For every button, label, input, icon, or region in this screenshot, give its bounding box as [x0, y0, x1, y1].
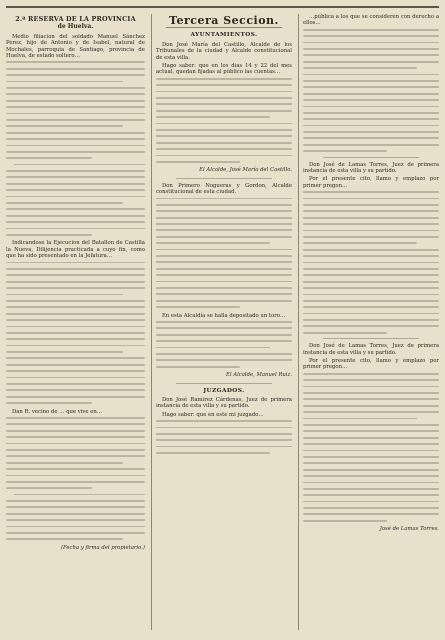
column-3-paragraph-3: Por el presente cito, llamo y emplazo por primer pregon…	[302, 176, 439, 189]
column-2	[151, 14, 294, 630]
column-3-text-block-3	[303, 373, 439, 522]
column-2-text-block-2	[156, 198, 292, 308]
column-1-text-block-2	[6, 262, 145, 404]
column-1-paragraph-1: Medio filiacion del soldado Manuel Sánchez Perez, hijo de Antonio y de Isabel, natural de Mochales, parroquia de Santiago, provincia de Huelva, de estado soltero…	[6, 33, 145, 60]
label-ayuntamientos: AYUNTAMIENTOS.	[190, 32, 258, 39]
column-2-paragraph-2: Hago saber: que en los dias 14 y 22 del mes actual, quedan fijadas al público las cuentas…	[155, 63, 292, 76]
column-2-paragraph-6: Hago saber: que en este mi juzgado…	[161, 411, 264, 418]
column-2-paragraph-3: Don Primero Nogueras y Gordon, Alcalde constitucional de esta ciudad.	[155, 182, 292, 196]
separator	[176, 178, 272, 179]
section-title: Tercera Seccion.	[169, 14, 279, 27]
separator	[176, 383, 272, 384]
column-3-paragraph-2: Don José de Lamas Torres, Juez de primera instancia de esta villa y su partido.	[302, 161, 439, 175]
column-1-heading: 2.ª RESERVA DE LA PROVINCIA	[15, 15, 136, 23]
column-3	[298, 14, 441, 630]
title-rule	[166, 27, 282, 28]
column-2-signature-2: El Alcalde, Manuel Ruiz.	[226, 372, 292, 379]
column-2-text-block-4	[156, 420, 292, 454]
column-3-signature: José de Lamas Torres.	[379, 526, 439, 533]
top-rule	[6, 6, 439, 8]
column-1-text-block-1	[6, 61, 145, 235]
column-2-paragraph-5: Don José Ramirez Cárdenas, Juez de primera instancia de esta villa y su partido.	[155, 396, 292, 410]
column-2-text-block-1	[156, 78, 292, 163]
column-3-paragraph-1: …pública a los que se consideren con derecho a ellos…	[302, 14, 439, 27]
columns	[4, 14, 441, 630]
column-3-text-block-1	[303, 29, 439, 152]
column-3-paragraph-5: Por el presente cito, llamo y emplazo por primer pregon…	[302, 358, 439, 371]
column-3-text-block-2	[303, 191, 439, 333]
column-1-paragraph-2: Indicandose la Ejecucion del Batallon de Castilla la Nueva, Dilijencia practicada a cuyo fin, como que ha sido presentado en la Jefatura…	[6, 240, 145, 260]
column-1-subheading: de Huelva.	[57, 23, 94, 31]
column-1-paragraph-3: Dan R. vecino de … que vive en…	[12, 408, 103, 415]
column-1	[4, 14, 147, 630]
column-3-paragraph-4: Don José de Lamas Torres, Juez de primera instancia de esta villa y su partido.	[302, 343, 439, 356]
column-1-text-block-3	[6, 417, 145, 540]
column-2-signature-1: El Alcalde, José María del Castillo.	[199, 167, 292, 174]
column-2-paragraph-1: Don José María del Castillo, Alcalde de los Tribunales de la ciudad y Alcalde constitucional de esta villa.	[155, 41, 292, 61]
column-2-paragraph-4: En esta Alcaldía se halla depositado un toro…	[161, 312, 286, 319]
separator	[323, 338, 419, 339]
separator	[323, 157, 419, 158]
column-2-text-block-3	[156, 321, 292, 368]
column-1-footer: (Fecha y firma del propietario.)	[60, 544, 145, 551]
label-juzgados: JUZGADOS.	[203, 387, 245, 394]
